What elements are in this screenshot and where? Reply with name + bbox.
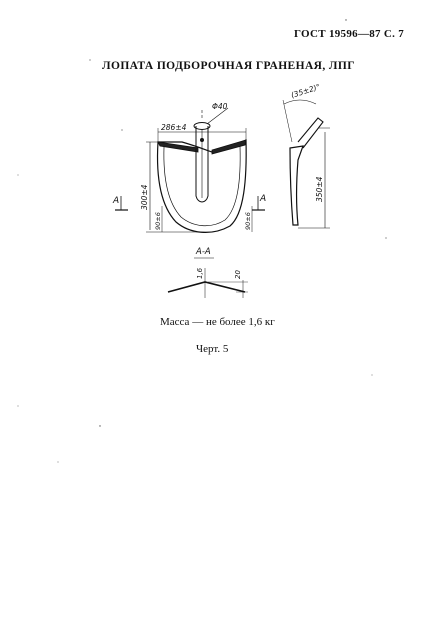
section-labels (195, 247, 242, 279)
front-view-labels (112, 102, 266, 230)
right-edge-label: 90±6 (244, 212, 252, 230)
section-left-label: A (113, 196, 120, 206)
side-angle-ref (283, 100, 292, 142)
mass-note: Масса — не более 1,6 кг (160, 316, 275, 328)
diameter-label: Φ40 (212, 102, 228, 111)
rise-label: 20 (234, 270, 242, 279)
scan-specks (18, 19, 387, 462)
section-profile (168, 282, 245, 292)
side-view-labels (290, 82, 324, 202)
document-title: ЛОПАТА ПОДБОРОЧНАЯ ГРАНЕНАЯ, ЛПГ (102, 60, 355, 72)
side-angle-arc (284, 100, 316, 104)
side-handle (298, 118, 323, 148)
section-title: А-А (196, 247, 211, 257)
left-edge-label: 90±6 (154, 212, 162, 230)
standard-header: ГОСТ 19596—87 С. 7 (294, 28, 405, 40)
side-view (283, 100, 330, 228)
width-label: 286±4 (161, 123, 187, 132)
right-shoulder (212, 140, 246, 154)
front-view (115, 108, 265, 232)
thickness-label: 1,6 (196, 267, 204, 279)
rivet-hole (201, 139, 204, 142)
angle-label: (35±2)° (289, 82, 322, 100)
section-right-label: A (260, 194, 267, 204)
figure-caption: Черт. 5 (196, 343, 229, 355)
length-label: 350±4 (315, 176, 324, 202)
height-label: 300±4 (140, 184, 149, 210)
side-blade (290, 146, 303, 225)
